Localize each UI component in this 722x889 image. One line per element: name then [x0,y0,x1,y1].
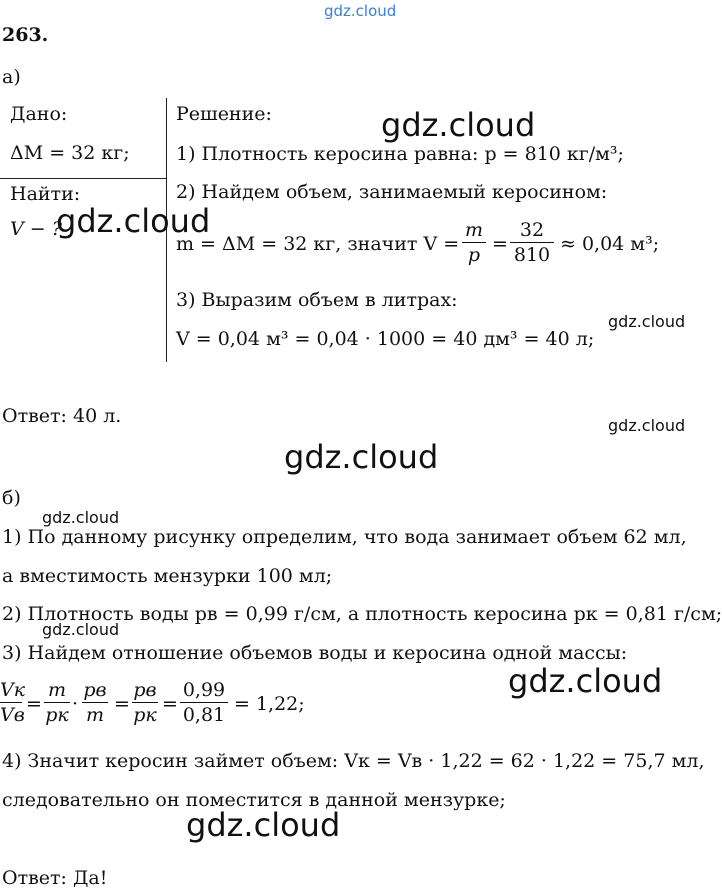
solution-step3: 3) Выразим объем в литрах: [176,289,458,311]
fraction-numerator: 0,99 [182,679,226,701]
part-b-label: б) [2,487,21,509]
solution-step2-formula-right: ≈ 0,04 м³; [560,233,660,255]
fraction-denominator: Vв [0,704,25,726]
fraction-numerator: Vк [0,679,26,701]
fraction-m-over-p [462,219,486,266]
fraction-denominator: pк [133,704,157,726]
part-b-line2: а вместимость мензурки 100 мл; [2,565,333,587]
ratio-fraction-m-pk [44,679,70,726]
watermark: gdz.cloud [508,662,663,700]
given-mass: ΔM = 32 кг; [10,142,130,164]
fraction-32-over-810 [510,219,554,266]
watermark: gdz.cloud [381,106,536,144]
ratio-result: = 1,22; [234,693,305,715]
watermark: gdz.cloud [284,438,439,476]
part-b-line1: 1) По данному рисунку определим, что вода занимает объем 62 мл, [2,526,687,548]
equals-sign: = [26,693,42,715]
fraction-denominator: 0,81 [182,704,226,726]
part-b-line3: 2) Плотность воды pв = 0,99 г/см, а плотность керосина pк = 0,81 г/см; [2,603,722,625]
part-a-label: а) [2,66,21,88]
part-b-line4: 3) Найдем отношение объемов воды и керосина одной массы: [2,642,628,664]
solution-step3-formula: V = 0,04 м³ = 0,04 · 1000 = 40 дм³ = 40 л; [176,328,595,350]
answer-a: Ответ: 40 л. [2,405,122,427]
part-b-line6: следовательно он поместится в данной мензурке; [2,789,506,811]
ratio-fraction-pv-m [82,679,108,726]
watermark: gdz.cloud [42,620,120,639]
fraction-numerator: 32 [519,219,545,241]
find-value: V − ? [10,218,62,240]
watermark: gdz.cloud [608,416,686,435]
fraction-numerator: m [47,679,67,701]
find-label: Найти: [10,183,81,205]
fraction-denominator: 810 [513,244,551,266]
watermark: gdz.cloud [186,806,341,844]
ratio-fraction-099-081 [180,679,228,726]
solution-label: Решение: [176,103,272,125]
fraction-numerator: pв [133,679,157,701]
fraction-denominator: m [85,704,105,726]
watermark: gdz.cloud [56,202,211,240]
part-b-line5: 4) Значит керосин займет объем: Vк = Vв · 1,22 = 62 · 1,22 = 75,7 мл, [2,750,705,772]
ratio-fraction-vk-vv [0,679,26,726]
solution-step1: 1) Плотность керосина равна: p = 810 кг/м³; [176,143,624,165]
watermark-top: gdz.cloud [324,2,397,20]
equals-sign: = [114,693,130,715]
fraction-numerator: pв [83,679,107,701]
multiply-sign: · [72,693,79,715]
given-label: Дано: [10,103,68,125]
solution-step2-formula-left: m = ΔM = 32 кг, значит V = [176,233,460,255]
problem-number: 263. [2,24,49,46]
ratio-fraction-pv-pk [132,679,158,726]
solution-step2: 2) Найдем объем, занимаемый керосином: [176,181,608,203]
equals-sign: = [162,693,178,715]
equals-sign: = [492,233,508,255]
watermark: gdz.cloud [608,312,686,331]
watermark: gdz.cloud [42,508,120,527]
table-divider-horizontal [0,178,166,179]
answer-b: Ответ: Да! [2,867,108,889]
fraction-denominator: pк [45,704,69,726]
fraction-numerator: m [464,219,484,241]
fraction-denominator: p [467,244,481,266]
